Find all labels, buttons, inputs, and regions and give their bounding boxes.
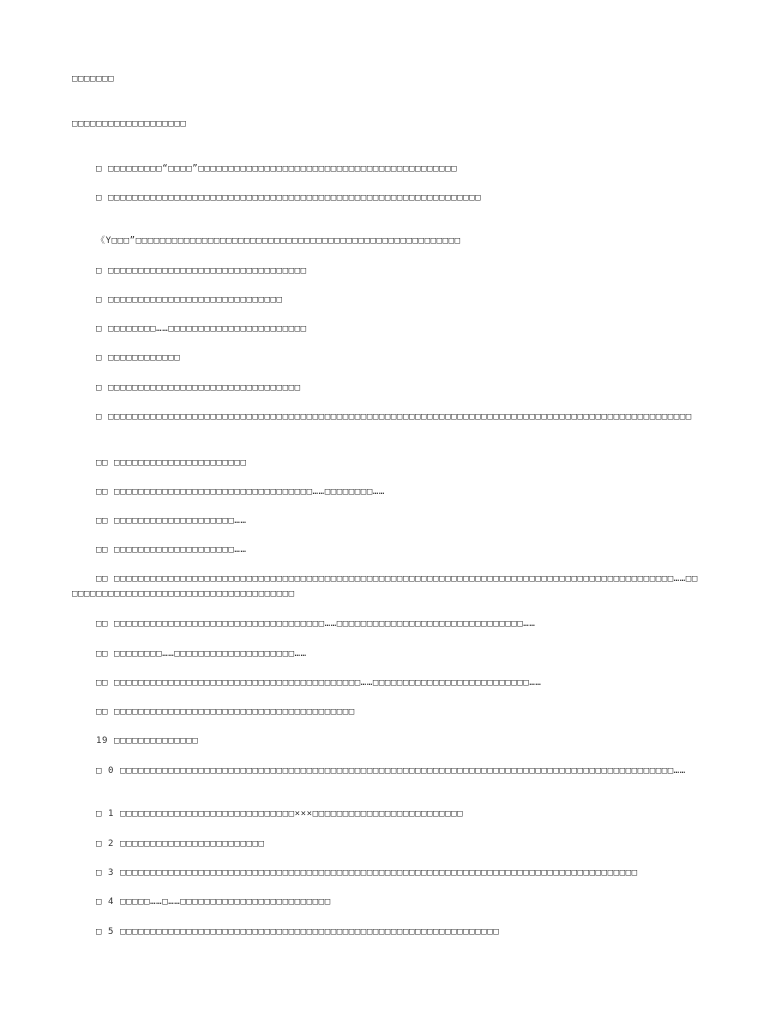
document-subtitle: □□□□□□□□□□□□□□□□□□□	[72, 119, 187, 129]
body-line-4: □ □□□□□□□□□□□□□□□□□□□□□□□□□□□□□□□□□	[96, 266, 307, 276]
body-line-5: □ □□□□□□□□□□□□□□□□□□□□□□□□□□□□□	[96, 295, 283, 305]
numbered-item-1: □ 1 □□□□□□□□□□□□□□□□□□□□□□□□□□□□□×××□□□□□□□□□□□□□□□□□□□□□□□□□	[96, 809, 464, 819]
numbered-item-2: □ 2 □□□□□□□□□□□□□□□□□□□□□□□□	[96, 839, 265, 849]
numbered-heading-19: 19 □□□□□□□□□□□□□□	[96, 736, 199, 746]
body-paragraph-14: □□ □□□□□□□□□□□□□□□□□□□□□□□□□□□□□□□□□□□□□□□□□□□□□□□□□□□□□□□□□□□□□□□□□□□□□□□□□□□□□□□□□□□□□□□□□□□□□……□□□□□□□□□□□□□□□□□□□□□□□□□□□□□□□□□□□□□□□	[72, 574, 698, 599]
body-line-10: □□ □□□□□□□□□□□□□□□□□□□□□□	[96, 458, 247, 468]
numbered-item-4: □ 4 □□□□□……□……□□□□□□□□□□□□□□□□□□□□□□□□□	[96, 897, 331, 907]
body-line-8: □ □□□□□□□□□□□□□□□□□□□□□□□□□□□□□□□□	[96, 383, 301, 393]
body-line-3: 《Y□□□”□□□□□□□□□□□□□□□□□□□□□□□□□□□□□□□□□□□□□□□□□□□□□□□□□□□□□□	[96, 236, 461, 246]
body-line-6: □ □□□□□□□□……□□□□□□□□□□□□□□□□□□□□□□□	[96, 324, 307, 334]
body-line-17: □□ □□□□□□□□□□□□□□□□□□□□□□□□□□□□□□□□□□□□□□□□□……□□□□□□□□□□□□□□□□□□□□□□□□□□……	[96, 678, 542, 688]
body-line-7: □ □□□□□□□□□□□□	[96, 353, 181, 363]
document-title: □□□□□□□	[72, 74, 115, 84]
body-line-11: □□ □□□□□□□□□□□□□□□□□□□□□□□□□□□□□□□□□……□□□□□□□□……	[96, 487, 385, 497]
body-line-15: □□ □□□□□□□□□□□□□□□□□□□□□□□□□□□□□□□□□□□……□□□□□□□□□□□□□□□□□□□□□□□□□□□□□□□……	[96, 619, 536, 629]
body-line-1: □ □□□□□□□□□“□□□□”□□□□□□□□□□□□□□□□□□□□□□□□□□□□□□□□□□□□□□□□□□□	[96, 164, 458, 174]
body-line-2: □ □□□□□□□□□□□□□□□□□□□□□□□□□□□□□□□□□□□□□□□□□□□□□□□□□□□□□□□□□□□□□□	[96, 193, 482, 203]
body-paragraph-9: □ □□□□□□□□□□□□□□□□□□□□□□□□□□□□□□□□□□□□□□□□□□□□□□□□□□□□□□□□□□□□□□□□□□□□□□□□□□□□□□□□□□□□□□□□□□□□□□□□□	[96, 412, 692, 422]
body-line-12: □□ □□□□□□□□□□□□□□□□□□□□……	[96, 516, 247, 526]
body-line-13: □□ □□□□□□□□□□□□□□□□□□□□……	[96, 545, 247, 555]
body-line-18: □□ □□□□□□□□□□□□□□□□□□□□□□□□□□□□□□□□□□□□□□□□	[96, 707, 355, 717]
numbered-item-5: □ 5 □□□□□□□□□□□□□□□□□□□□□□□□□□□□□□□□□□□□□□□□□□□□□□□□□□□□□□□□□□□□□□□	[96, 927, 500, 937]
numbered-item-0: □ 0 □□□□□□□□□□□□□□□□□□□□□□□□□□□□□□□□□□□□□□□□□□□□□□□□□□□□□□□□□□□□□□□□□□□□□□□□□□□□□□□□□□□□□□□□□□□□……	[96, 766, 686, 776]
numbered-item-3: □ 3 □□□□□□□□□□□□□□□□□□□□□□□□□□□□□□□□□□□□□□□□□□□□□□□□□□□□□□□□□□□□□□□□□□□□□□□□□□□□□□□□□□□□□□	[96, 868, 638, 878]
body-line-16: □□ □□□□□□□□……□□□□□□□□□□□□□□□□□□□□……	[96, 649, 307, 659]
